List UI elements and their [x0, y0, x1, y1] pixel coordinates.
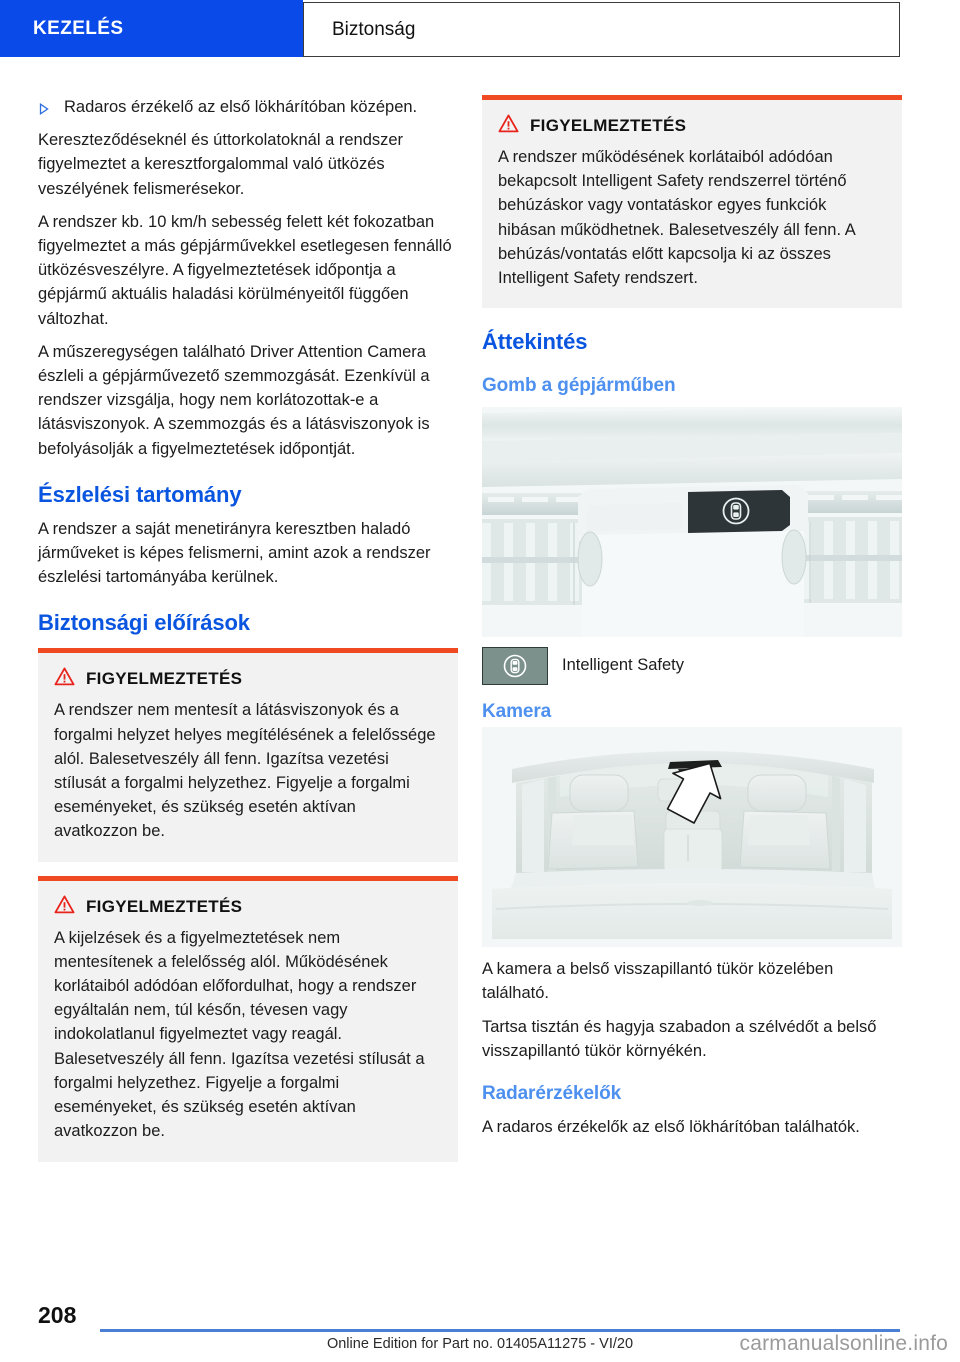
heading-detection-range: Észlelési tartomány [38, 481, 242, 507]
warning-title: FIGYELMEZTETÉS [86, 669, 243, 689]
header-section-tab-label: KEZELÉS [33, 17, 124, 39]
figure-button-in-vehicle [482, 407, 902, 637]
page-number: 208 [38, 1302, 77, 1328]
legend-label: Intelligent Safety [562, 656, 684, 675]
header-topic-tab-label: Biztonság [332, 18, 416, 40]
warning-box-towing [482, 95, 902, 308]
warning-header [54, 667, 442, 691]
triangle-bullet-icon [38, 95, 64, 119]
header-section-tab[interactable] [0, 0, 303, 57]
paragraph-crossing-warning: Kereszteződéseknél és úttorkolatoknál a rendszer figyelmeztet a keresztforgalommal való ütközés veszélyének felismerésekor. [38, 131, 404, 198]
page-header [0, 0, 960, 62]
heading-safety-information: Biztonsági előírások [38, 610, 250, 636]
warning-title: FIGYELMEZTETÉS [86, 896, 243, 916]
warning-text: A rendszer nem mentesít a látásviszonyok és a forgalmi helyzet helyes megítélésének a felelőssége alól. Balesetveszély áll fenn. Igazítsa vezetési stílusát a forgalmi helyzethez. Figyelje a forgalmi eseményeket, és szükség esetén aktívan avatkozzon be. [54, 701, 436, 841]
heading-radar-sensors: Radarérzékelők [482, 1083, 622, 1105]
paragraph-camera-cleaning: Tartsa tisztán és hagyja szabadon a szélvédőt a belső visszapillantó tükör környékén. [482, 1017, 877, 1060]
right-column [482, 95, 902, 1148]
heading-overview: Áttekintés [482, 329, 588, 355]
warning-title: FIGYELMEZTETÉS [530, 116, 687, 135]
warning-header [498, 114, 886, 138]
legend-row-intelligent-safety [482, 647, 902, 685]
figure-camera-location [482, 727, 902, 947]
warning-triangle-icon [54, 667, 75, 691]
footer-edition-text: Online Edition for Part no. 01405A11275 - VI/20 [326, 1336, 634, 1352]
left-column [38, 95, 458, 1176]
paragraph-speed-stages: A rendszer kb. 10 km/h sebesség felett két fokozatban figyelmeztet a más gépjárművekkel esetlegesen fennálló ütközésveszélyre. A figyelmeztetések időpontja a gépjármű aktuális haladási körülményeitől függően változhat. [38, 212, 452, 328]
warning-box-visibility [38, 648, 458, 861]
warning-box-displays [38, 876, 458, 1162]
paragraph-radar-sensors: A radaros érzékelők az első lökhárítóban találhatók. [482, 1118, 860, 1137]
warning-header [54, 895, 442, 919]
intelligent-safety-button-icon [482, 647, 548, 685]
heading-camera: Kamera [482, 701, 552, 723]
paragraph-driver-attention-camera: A műszeregységen található Driver Attention Camera észleli a gépjárművezető szemmozgását. Ezenkívül a rendszer vizsgálja, hogy nem korlátozottak-e a látásviszonyok. A szemmozgás és a látásviszonyok is befolyásolják a figyelmeztetések időpontját. [38, 342, 430, 458]
paragraph-detection-range: A rendszer a saját menetirányra keresztben haladó járműveket is képes felismerni, amint azok a rendszer észlelési tartományába kerülnek. [38, 519, 431, 587]
vehicle-interior-illustration [482, 727, 902, 947]
warning-text: A rendszer működésének korlátaiból adódóan bekapcsolt Intelligent Safety rendszerrel történő behúzáskor vagy vontatáskor egyes funkciók hibásan működhetnek. Balesetveszély áll fenn. A behúzás/vontatás előtt kapcsolja ki az összes Intelligent Safety rendszert. [498, 148, 855, 288]
list-item [38, 95, 458, 119]
page-footer [0, 1296, 960, 1362]
warning-triangle-icon [54, 895, 75, 919]
dashboard-illustration [482, 407, 902, 637]
warning-triangle-icon [498, 114, 519, 138]
page-content [0, 95, 960, 1285]
list-item-text: Radaros érzékelő az első lökhárítóban középen. [64, 98, 418, 116]
heading-button-in-vehicle: Gomb a gépjárműben [482, 375, 676, 397]
footer-watermark: carmanualsonline.info [739, 1332, 948, 1355]
warning-text: A kijelzések és a figyelmeztetések nem mentesítenek a felelősség alól. Működésének korlátaiból adódóan előfordulhat, hogy a rendszer egyáltalán nem, túl későn, tévesen vagy indokolatlanul figyelmeztet vagy reagál. Balesetveszély áll fenn. Igazítsa vezetési stílusát a forgalmi helyzethez. Figyelje a forgalmi eseményeket, és szükség esetén aktívan avatkozzon be. [54, 928, 425, 1141]
header-topic-tab[interactable] [303, 2, 900, 57]
paragraph-camera-location: A kamera a belső visszapillantó tükör közelében található. [482, 960, 834, 1003]
